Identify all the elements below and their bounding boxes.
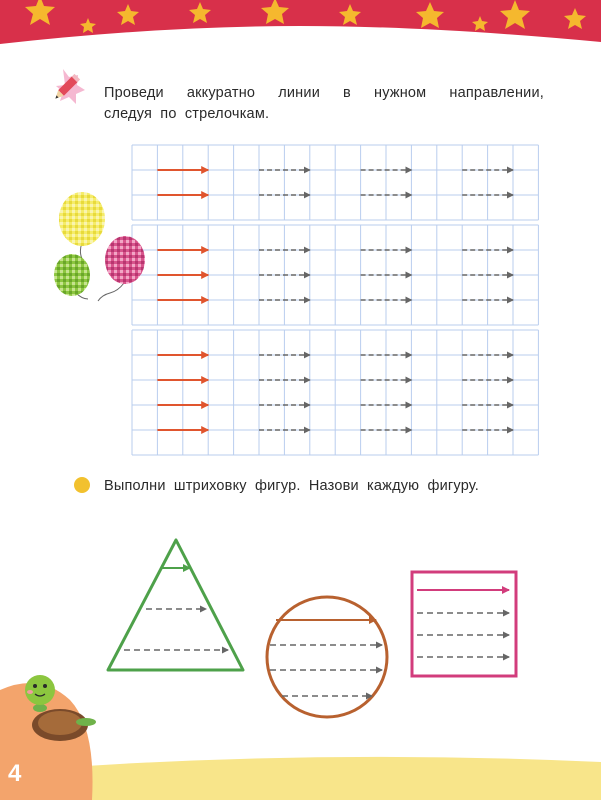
circle-shape — [267, 597, 387, 717]
triangle-shape — [108, 540, 243, 670]
page-number: 4 — [8, 760, 22, 787]
task1-line2: следуя по стрелочкам. — [104, 106, 270, 122]
task1-instruction — [104, 83, 544, 125]
bottom-band — [0, 683, 601, 800]
task1-line1: Проведи аккуратно линии в нужном направлении, — [104, 85, 544, 101]
balloons-icon — [54, 192, 145, 301]
header-band — [0, 0, 601, 44]
yellow-dot-icon — [74, 477, 90, 493]
square-shape — [412, 572, 516, 676]
pencil-icon — [53, 69, 85, 104]
task2-instruction: Выполни штриховку фигур. Назови каждую фигуру. — [104, 478, 480, 494]
